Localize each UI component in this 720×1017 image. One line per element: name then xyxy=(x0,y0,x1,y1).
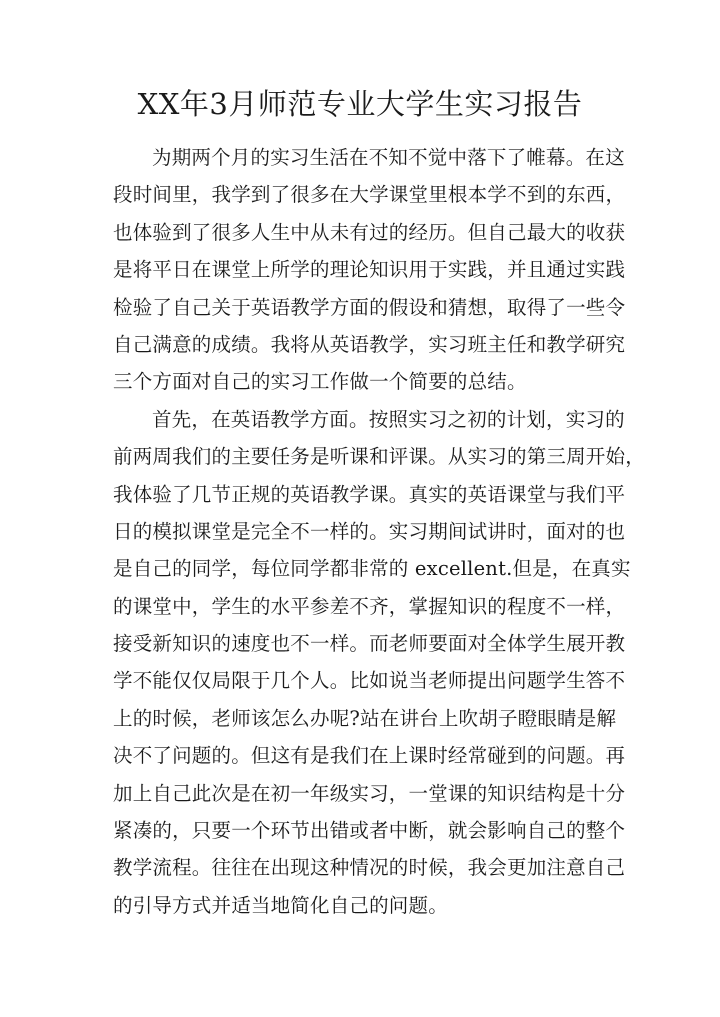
paragraph-2-line-3: 我体验了几节正规的英语教学课。真实的英语课堂与我们平 xyxy=(113,482,626,506)
paragraph-1-line-7: 三个方面对自己的实习工作做一个简要的总结。 xyxy=(113,370,527,394)
paragraph-2-line-14: 的引导方式并适当地简化自己的问题。 xyxy=(113,893,448,917)
paragraph-2-line-5: 是自己的同学，每位同学都非常的 excellent.但是，在真实 xyxy=(113,557,631,581)
paragraph-1-line-4: 是将平日在课堂上所学的理论知识用于实践，并且通过实践 xyxy=(113,258,626,282)
paragraph-2-line-12: 紧凑的，只要一个环节出错或者中断，就会影响自己的整个 xyxy=(113,819,626,843)
document-title: XX年3月师范专业大学生实习报告 xyxy=(137,87,583,121)
document-body xyxy=(113,139,645,924)
paragraph-2-line-10: 决不了问题的。但这有是我们在上课时经常碰到的问题。再 xyxy=(113,744,626,768)
paragraph-1-line-6: 自己满意的成绩。我将从英语教学，实习班主任和教学研究 xyxy=(113,332,626,356)
paragraph-1-line-2: 段时间里，我学到了很多在大学课堂里根本学不到的东西， xyxy=(113,183,626,207)
paragraph-2-line-8: 学不能仅仅局限于几个人。比如说当老师提出问题学生答不 xyxy=(113,669,626,693)
paragraph-1-line-3: 也体验到了很多人生中从未有过的经历。但自己最大的收获 xyxy=(113,220,626,244)
paragraph-2-line-6: 的课堂中，学生的水平参差不齐，掌握知识的程度不一样， xyxy=(113,594,626,618)
paragraph-2-line-9: 上的时候，老师该怎么办呢?站在讲台上吹胡子瞪眼睛是解 xyxy=(113,706,617,730)
paragraph-1-line-1: 为期两个月的实习生活在不知不觉中落下了帷幕。在这 xyxy=(152,146,625,169)
paragraph-2-line-2: 前两周我们的主要任务是听课和评课。从实习的第三周开始， xyxy=(113,445,645,469)
paragraph-2-line-13: 教学流程。往往在出现这种情况的时候，我会更加注意自己 xyxy=(113,856,626,880)
paragraph-1-line-5: 检验了自己关于英语教学方面的假设和猜想，取得了一些令 xyxy=(113,295,626,319)
paragraph-2-line-11: 加上自己此次是在初一年级实习，一堂课的知识结构是十分 xyxy=(113,781,626,805)
paragraph-1 xyxy=(113,139,626,401)
paragraph-2-line-4: 日的模拟课堂是完全不一样的。实习期间试讲时，面对的也 xyxy=(113,519,626,543)
paragraph-2 xyxy=(113,401,645,924)
paragraph-2-line-7: 接受新知识的速度也不一样。而老师要面对全体学生展开教 xyxy=(113,632,626,656)
paragraph-2-line-1: 首先，在英语教学方面。按照实习之初的计划，实习的 xyxy=(152,407,625,431)
